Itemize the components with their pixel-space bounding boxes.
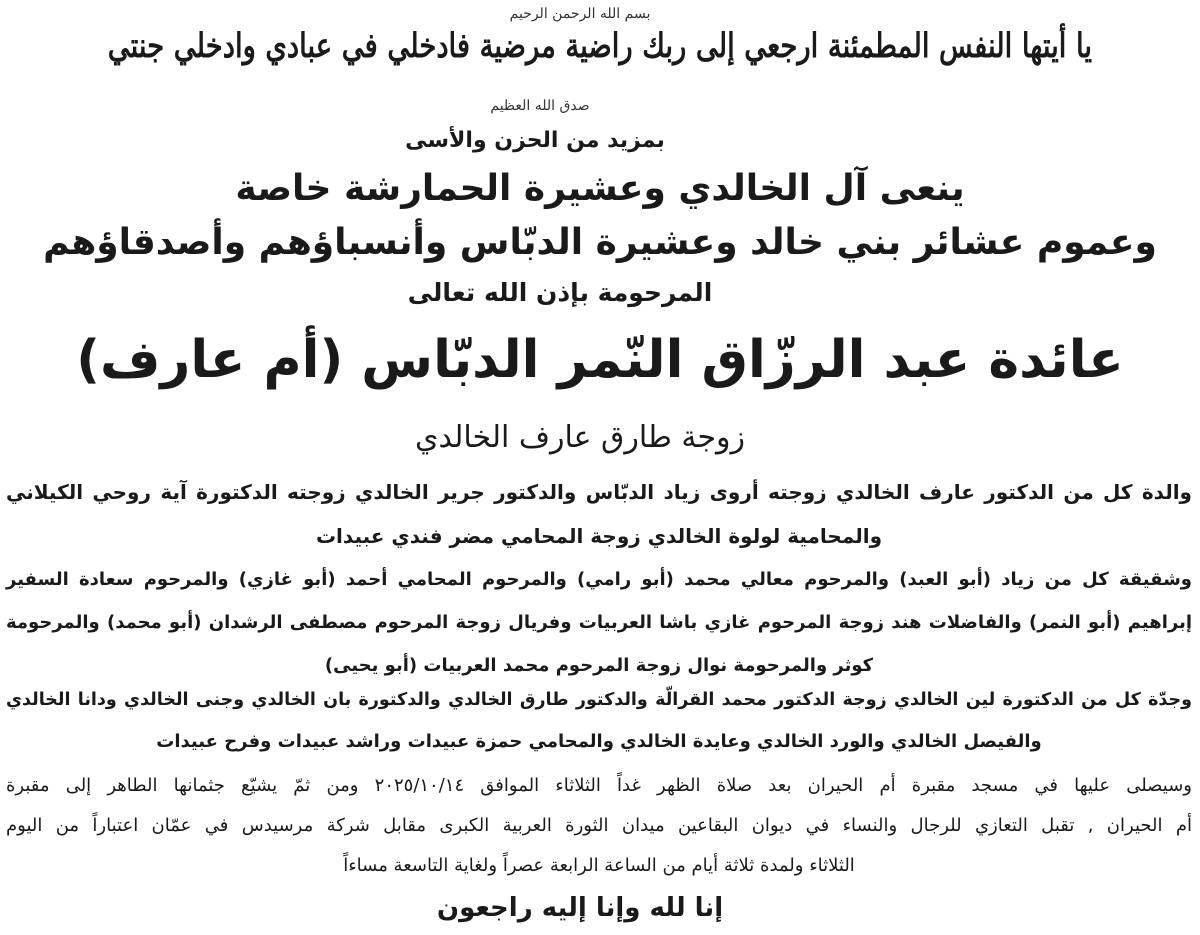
grandmother-of-line-2: والفيصل الخالدي والورد الخالدي وعايدة الخالدي والمحامي حمزة عبيدات وراشد عبيدات وفرح عبيدات bbox=[156, 731, 1042, 752]
deceased-prefix: المرحومة بإذن الله تعالى bbox=[407, 278, 713, 307]
sister-of-line-2: إبراهيم (أبو النمر) والفاضلات هند زوجة المرحوم غازي باشا العربيات وفريال زوجة المرحوم مصطفى الرشدان (أبو محمد) والمرحومة bbox=[6, 612, 1192, 633]
funeral-line-1: وسيصلى عليها في مسجد مقبرة أم الحيران بعد صلاة الظهر غداً الثلاثاء الموافق ٢٠٢٥/١٠/١٤ ومن ثمّ يشيّع جثمانها الطاهر إلى مقبرة bbox=[6, 775, 1192, 796]
sister-of-line-1: وشقيقة كل من زياد (أبو العبد) والمرحوم معالي محمد (أبو رامي) والمرحوم المحامي أحمد (أبو غازي) والمرحوم سعادة السفير bbox=[6, 569, 1192, 590]
announcing-family-line-2: وعموم عشائر بني خالد وعشيرة الدبّاس وأنسباؤهم وأصدقاؤهم bbox=[43, 222, 1157, 263]
intro-line: بمزيد من الحزن والأسى bbox=[405, 128, 665, 153]
mother-of-line-2: والمحامية لولوة الخالدي زوجة المحامي مضر فندي عبيدات bbox=[315, 524, 883, 548]
grandmother-of-line-1: وجدّة كل من الدكتورة لين الخالدي زوجة الدكتور محمد القرالّة والدكتور طارق الخالدي والدكتورة بان الخالدي وجنى الخالدي ودانا الخالدي bbox=[6, 690, 1192, 710]
sadaq-allah: صدق الله العظيم bbox=[490, 98, 590, 114]
mother-of-line-1: والدة كل من الدكتور عارف الخالدي زوجته أروى زياد الدبّاس والدكتور جرير الخالدي زوجته الدكتورة آية روحي الكيلاني bbox=[6, 480, 1192, 504]
basmala: بسم الله الرحمن الرحيم bbox=[509, 6, 651, 22]
announcing-family-line-1: ينعى آل الخالدي وعشيرة الحمارشة خاصة bbox=[235, 168, 965, 209]
funeral-line-2: أم الحيران , تقبل التعازي للرجال والنساء في ديوان البقاعين ميدان الثورة العربية الكبرى مقابل شركة مرسيدس في عمّان اعتباراً من اليوم bbox=[6, 815, 1192, 836]
spouse-line: زوجة طارق عارف الخالدي bbox=[415, 420, 745, 455]
quran-verse: يا أيتها النفس المطمئنة ارجعي إلى ربك راضية مرضية فادخلي في عبادي وادخلي جنتي bbox=[107, 26, 1092, 65]
funeral-line-3: الثلاثاء ولمدة ثلاثة أيام من الساعة الرابعة عصراً ولغاية التاسعة مساءاً bbox=[343, 855, 855, 876]
sister-of-line-3: كوثر والمرحومة نوال زوجة المرحوم محمد العربيات (أبو يحيى) bbox=[324, 655, 874, 676]
deceased-name: عائدة عبد الرزّاق النّمر الدبّاس (أم عارف) bbox=[76, 330, 1124, 390]
closing-line: إنا لله وإنا إليه راجعون bbox=[436, 893, 724, 923]
